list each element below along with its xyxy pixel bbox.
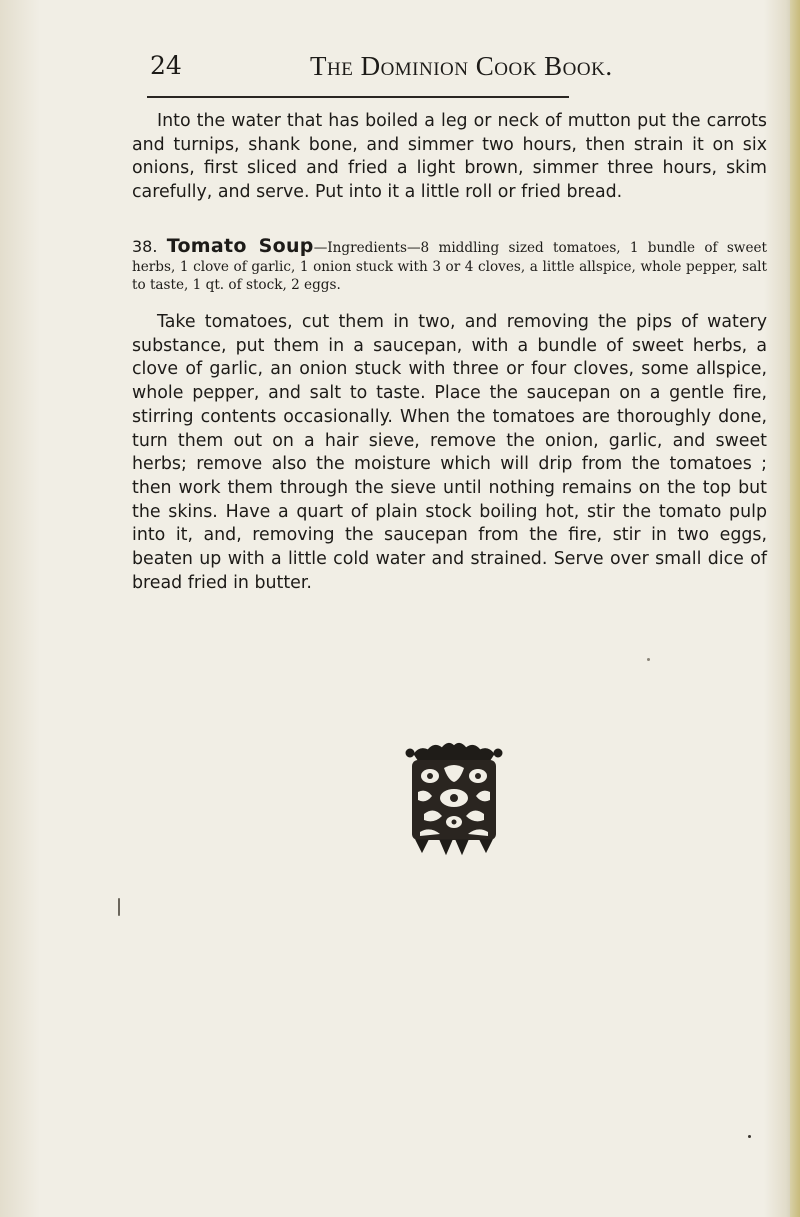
intro-paragraph-block <box>132 110 767 205</box>
page-number: 24 <box>150 51 182 80</box>
recipe-number: 38. <box>132 237 158 256</box>
recipe-title: Tomato Soup <box>166 235 314 257</box>
recipe-heading <box>132 237 767 295</box>
book-title: The Dominion Cook Book. <box>310 51 613 81</box>
recipe-ingredients: —Ingredients—8 middling sized tomatoes, 1 bundle of sweet herbs, 1 clove of garlic, 1 onion stuck with 3 or 4 cloves, a little allspice, whole pepper, salt to taste, 1 qt. of stock, 2 eggs. <box>132 240 767 293</box>
page-speck <box>748 1135 751 1138</box>
running-head <box>150 50 630 86</box>
page-speck <box>647 658 650 661</box>
page-edge <box>790 0 800 1217</box>
floral-tailpiece-ornament-icon <box>400 740 508 857</box>
intro-paragraph: Into the water that has boiled a leg or neck of mutton put the carrots and turnips, shank bone, and simmer two hours, then strain it on six onions, first sliced and fried a light brown, simmer three hours, skim carefully, and serve. Put into it a little roll or fried bread. <box>132 111 767 203</box>
page-speck <box>118 898 120 916</box>
method-paragraph: Take tomatoes, cut them in two, and removing the pips of watery substance, put them in a saucepan, with a bundle of sweet herbs, a clove of garlic, an onion stuck with three or four cloves, some allspice, whole pepper, and salt to taste. Place the saucepan on a gentle fire, stirring contents occasionally. When the tomatoes are thoroughly done, turn them out on a hair sieve, remove the onion, garlic, and sweet herbs; remove also the moisture which will drip from the tomatoes ; then work them through the sieve until nothing remains on the top but the skins. Have a quart of plain stock boiling hot, stir the tomato pulp into it, and, removing the saucepan from the fire, stir in two eggs, beaten up with a little cold water and strained. Serve over small dice of bread fried in butter. <box>132 312 767 593</box>
header-rule <box>147 96 569 98</box>
